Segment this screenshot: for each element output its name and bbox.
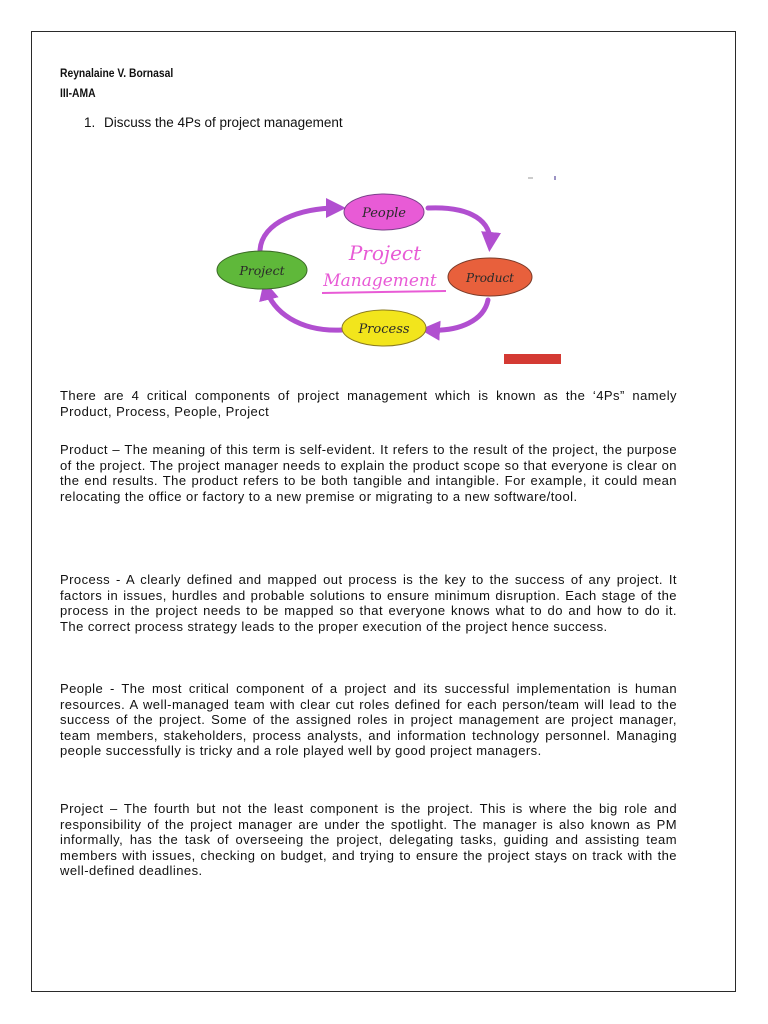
author-section: III-AMA: [60, 86, 96, 100]
question-text: Discuss the 4Ps of project management: [104, 115, 343, 130]
red-accent-bar: [504, 354, 561, 364]
center-title-line2: Management: [323, 271, 437, 291]
node-process-label: Process: [358, 322, 410, 337]
node-process: [342, 310, 426, 346]
arrow-product-to-process: [428, 300, 488, 330]
paragraph-people: People - The most critical component of a project and its successful implementation is human resources. A well-managed team with clear cut roles defined for each person/team will lead to the success of the project. Some of the assigned roles in project management are project manager, team members, stakeholders, process analysts, and information technology personnel. Managing people successfully is tricky and a role played well by good project managers.: [60, 681, 677, 758]
arrow-people-to-product: [428, 208, 490, 244]
arrow-project-to-people: [260, 208, 338, 250]
node-project: [217, 251, 307, 289]
paragraph-intro: There are 4 critical components of project management which is known as the ‘4Ps” namely Product, Process, People, Project: [60, 388, 677, 419]
node-project-label: Project: [239, 263, 285, 278]
node-people-label: People: [362, 206, 406, 221]
node-people: [344, 194, 424, 230]
question-item: [84, 114, 343, 131]
question-number: 1.: [84, 115, 96, 130]
node-product: [448, 258, 532, 296]
author-block: [60, 63, 173, 103]
four-ps-diagram: [210, 170, 570, 370]
paragraph-project: Project – The fourth but not the least component is the project. This is where the big role and responsibility of the project manager are under the spotlight. The manager is also known as PM informally, has the task of overseeing the project, delegating tasks, guiding and assisting team members with issues, checking on budget, and trying to ensure the project stays on track with the well-defined deadlines.: [60, 801, 677, 878]
node-product-label: Product: [466, 271, 514, 285]
arrow-process-to-project: [266, 288, 342, 330]
center-title-underline: [322, 291, 446, 293]
paragraph-product: Product – The meaning of this term is self-evident. It refers to the result of the project, the purpose of the project. The project manager needs to explain the product scope so that everyone is clear on the end results. The product refers to be both tangible and intangible. For example, it could mean relocating the office or factory to a new premise or migrating to a new software/tool.: [60, 442, 677, 504]
paragraph-process: Process - A clearly defined and mapped out process is the key to the success of any project. It factors in issues, hurdles and probable solutions to ensure minimum disruption. Each stage of the process in the project needs to be mapped so that everyone knows what to do and how to do it. The correct process strategy leads to the proper execution of the project hence success.: [60, 572, 677, 634]
center-title-line1: Project: [348, 241, 422, 265]
author-name: Reynalaine V. Bornasal: [60, 66, 174, 80]
